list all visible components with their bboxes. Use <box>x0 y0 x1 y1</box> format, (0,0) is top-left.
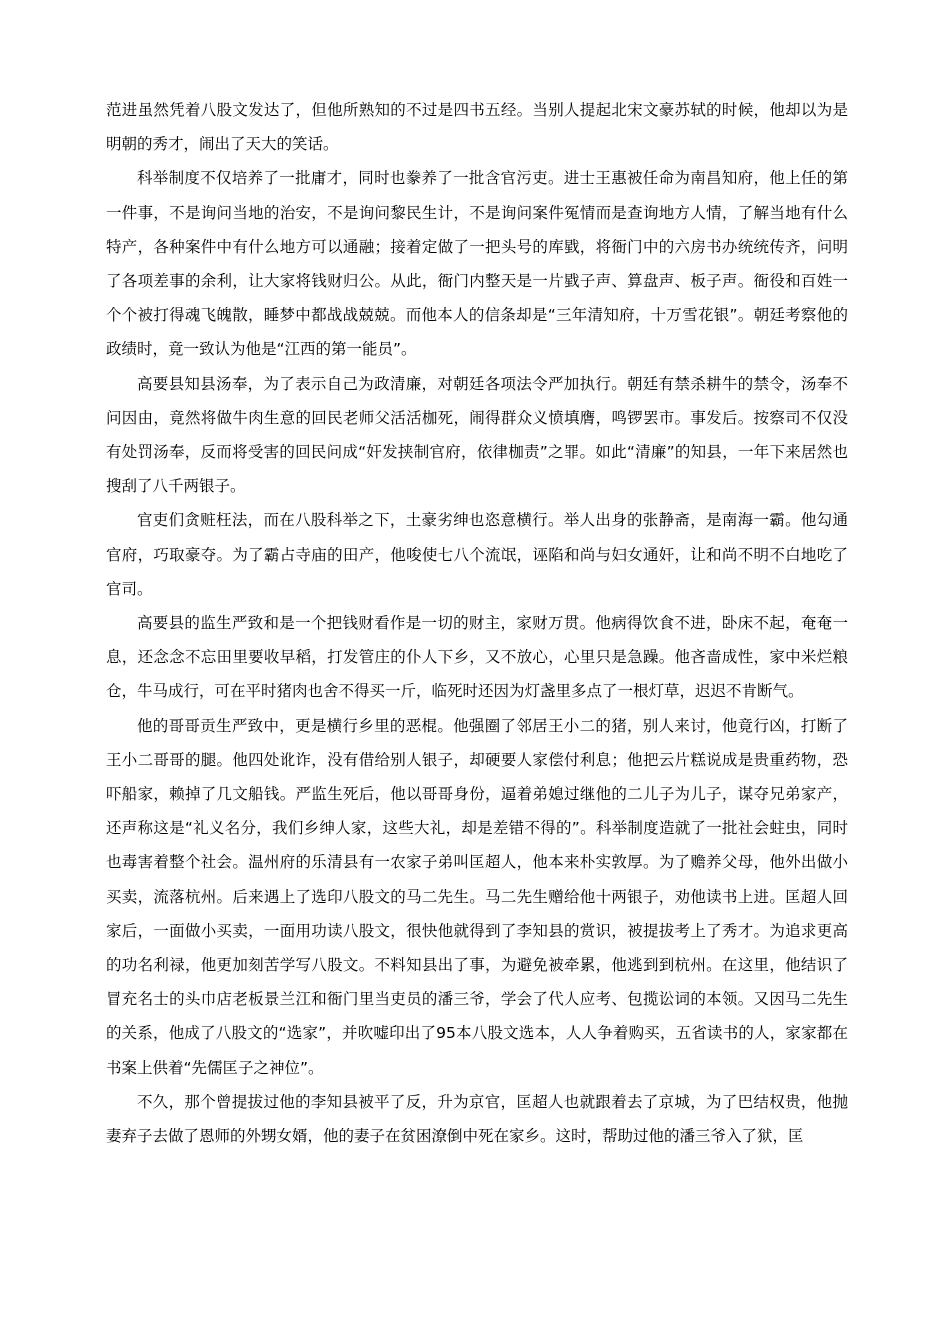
paragraph-1: 范进虽然凭着八股文发达了，但他所熟知的不过是四书五经。当别人提起北宋文豪苏轼的时候，他却以为是明朝的秀才，闹出了天大的笑话。 <box>106 101 848 154</box>
paragraph-5: 高要县的监生严致和是一个把钱财看作是一切的财主，家财万贯。他病得饮食不进，卧床不起，奄奄一息，还念念不忘田里要收早稻，打发管庄的仆人下乡，又不放心，心里只是急躁。他吝啬成性，家中米烂粮仓，牛马成行，可在平时猪肉也舍不得买一斤，临死时还因为灯盏里多点了一根灯草，迟迟不肯断气。 <box>106 614 848 701</box>
document-page <box>106 93 848 1153</box>
paragraph-4: 官吏们贪赃枉法，而在八股科举之下，土豪劣绅也恣意横行。举人出身的张静斋，是南海一霸。他勾通官府，巧取豪夺。为了霸占寺庙的田产，他唆使七八个流氓，诬陷和尚与妇女通奸，让和尚不明不白地吃了官司。 <box>106 511 848 598</box>
paragraph-2: 科举制度不仅培养了一批庸才，同时也豢养了一批含官污吏。进士王惠被任命为南昌知府，他上任的第一件事，不是询问当地的治安，不是询问黎民生计，不是询问案件冤情而是查询地方人情，了解当地有什么特产，各种案件中有什么地方可以通融；接着定做了一把头号的库戥，将衙门中的六房书办统统传齐，问明了各项差事的余利，让大家将钱财归公。从此，衙门内整天是一片戥子声、算盘声、板子声。衙役和百姓一个个被打得魂飞魄散，睡梦中都战战兢兢。而他本人的信条却是“三年清知府，十万雪花银”。朝廷考察他的政绩时，竟一致认为他是“江西的第一能员”。 <box>106 169 848 359</box>
paragraph-7: 不久，那个曾提拔过他的李知县被平了反，升为京官，匡超人也就跟着去了京城，为了巴结权贵，他抛妻弃子去做了恩师的外甥女婿，他的妻子在贫困潦倒中死在家乡。这时，帮助过他的潘三爷入了狱，匡 <box>106 1092 848 1146</box>
paragraph-3: 高要县知县汤奉，为了表示自己为政清廉，对朝廷各项法令严加执行。朝廷有禁杀耕牛的禁令，汤奉不问因由，竟然将做牛肉生意的回民老师父活活枷死，闹得群众义愤填膺，鸣锣罢市。事发后。按察司不仅没有处罚汤奉，反而将受害的回民问成“奸发挟制官府，依律枷责”之罪。如此“清廉”的知县，一年下来居然也搜刮了八千两银子。 <box>106 374 848 496</box>
paragraph-6: 他的哥哥贡生严致中，更是横行乡里的恶棍。他强圈了邻居王小二的猪，别人来讨，他竟行凶，打断了王小二哥哥的腿。他四处讹诈，没有借给别人银子，却硬要人家偿付利息；他把云片糕说成是贵重药物，恐吓船家，赖掉了几文船钱。严监生死后，他以哥哥身份，逼着弟媳过继他的二儿子为儿子，谋夺兄弟家产，还声称这是“礼义名分，我们乡绅人家，这些大礼，却是差错不得的”。科举制度造就了一批社会蛀虫，同时也毒害着整个社会。温州府的乐清县有一农家子弟叫匡超人，他本来朴实敦厚。为了赡养父母，他外出做小买卖，流落杭州。后来遇上了选印八股文的马二先生。马二先生赠给他十两银子，劝他读书上进。匡超人回家后，一面做小买卖，一面用功读八股文，很快他就得到了李知县的赏识，被提拔考上了秀才。为追求更高的功名利禄，他更加刻苦学写八股文。不料知县出了事，为避免被牵累，他逃到到杭州。在这里，他结识了冒充名士的头巾店老板景兰江和衙门里当吏员的潘三爷，学会了代人应考、包揽讼词的本领。又因马二先生的关系，他成了八股文的“选家”，并吹嘘印出了95本八股文选本，人人争着购买，五省读书的人，家家都在书案上供着“先儒匡子之神位”。 <box>106 716 848 1077</box>
